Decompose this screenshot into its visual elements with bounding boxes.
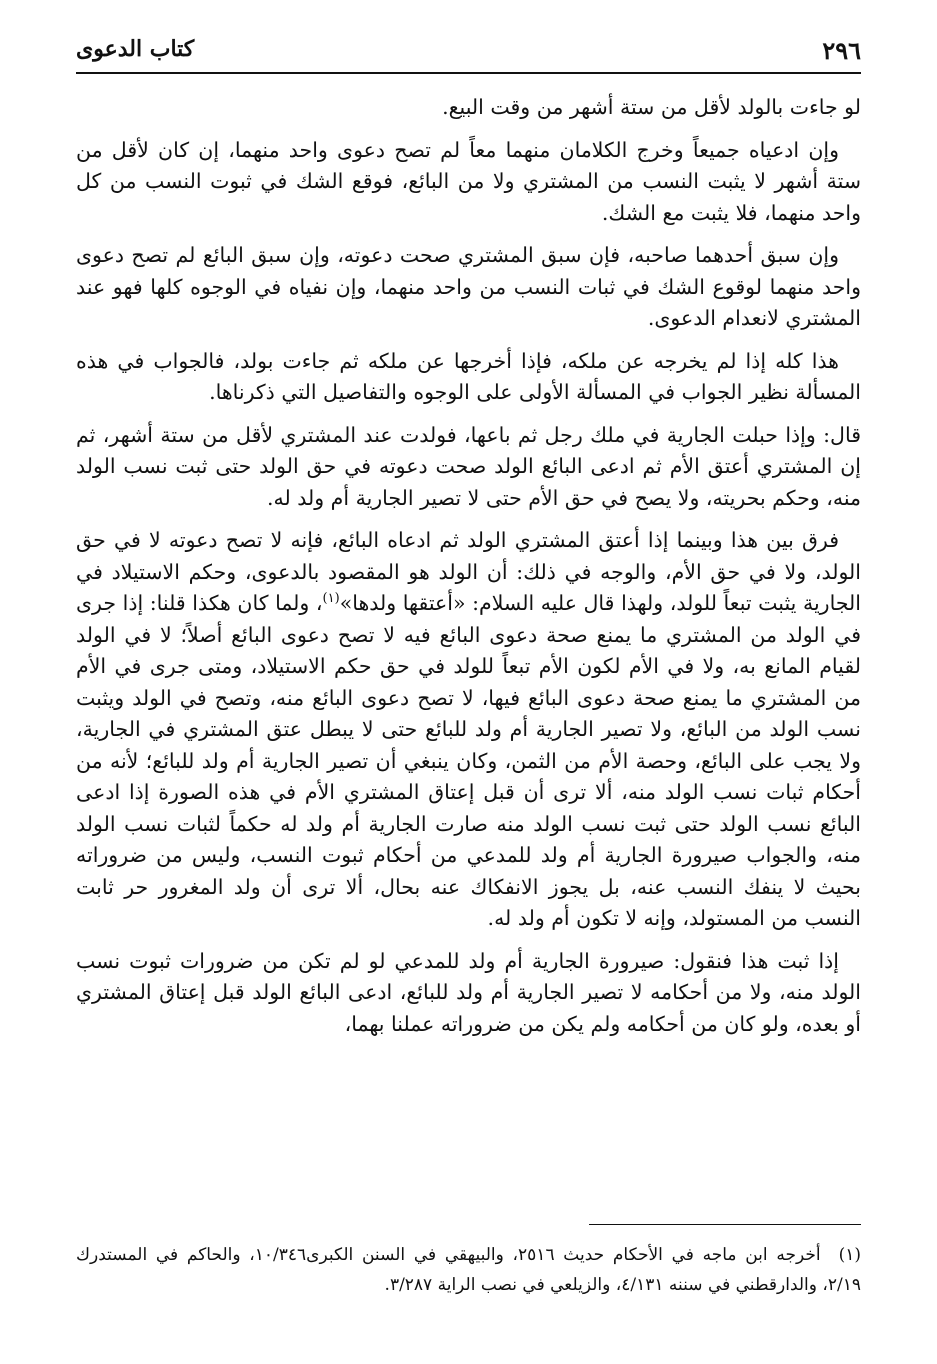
footnote-marker: (١) bbox=[322, 591, 340, 607]
paragraph-3: وإن سبق أحدهما صاحبه، فإن سبق المشتري صحت دعوته، وإن سبق البائع لم تصح دعوى واحد منهما لوقوع الشك في ثبات النسب من واحد منهما، وإن نفياه في الوجوه كلها فهو عند المشتري لانعدام الدعوى. bbox=[76, 243, 861, 330]
paragraph-1: لو جاءت بالولد لأقل من ستة أشهر من وقت البيع. bbox=[442, 95, 861, 119]
paragraph-5: قال: وإذا حبلت الجارية في ملك رجل ثم باعها، فولدت عند المشتري لأقل من ستة أشهر، ثم إن المشتري أعتق الأم ثم ادعى البائع الولد صحت دعوته في حق الولد حتى ثبت نسب الولد منه، وحكم بحريته، ولا يصح في حق الأم حتى لا تصير الجارية أم ولد له. bbox=[76, 422, 861, 510]
page-header bbox=[76, 34, 861, 74]
paragraph-6-part-1: فرق بين هذا وبينما إذا أعتق المشتري الولد ثم ادعاه البائع، فإنه لا تصح دعوته لا في حق الولد، ولا في حق الأم، والوجه في ذلك: أن الولد هو المقصود بالدعوى، وحكم الاستيلاد في الجارية يثبت تبعاً للولد، ولهذا قال عليه السلام: «أعتقها ولدها» bbox=[76, 528, 861, 615]
page-number: ٢٩٦ bbox=[822, 36, 861, 65]
paragraph-7: إذا ثبت هذا فنقول: صيرورة الجارية أم ولد للمدعي لو لم تكن من ضرورات ثبوت نسب الولد منه، ولا من أحكامه لا تصير الجارية أم ولد للبائع، ادعى البائع الولد قبل إعتاق المشتري أو بعده، ولو كان من أحكامه ولم يكن من ضروراته عملنا بهما، bbox=[76, 948, 861, 1036]
running-title: كتاب الدعوى bbox=[76, 36, 195, 62]
paragraph-6 bbox=[76, 525, 861, 935]
footnote-divider bbox=[589, 1224, 861, 1225]
body-text bbox=[76, 92, 861, 1051]
paragraph-4: هذا كله إذا لم يخرجه عن ملكه، فإذا أخرجها عن ملكه ثم جاءت بولد، فالجواب في هذه المسألة نظير الجواب في المسألة الأولى على الوجوه والتفاصيل التي ذكرناها. bbox=[76, 348, 861, 404]
footnote-number: (١) bbox=[838, 1245, 862, 1265]
footnote-text: أخرجه ابن ماجه في الأحكام حديث ٢٥١٦، والبيهقي في السنن الكبرى١٠/٣٤٦، والحاكم في المستدرك ٢/١٩، والدارقطني في سننه ٤/١٣١، والزيلعي في نصب الراية ٣/٢٨٧. bbox=[76, 1245, 861, 1295]
footnote bbox=[76, 1240, 861, 1300]
paragraph-2: وإن ادعياه جميعاً وخرج الكلامان منهما معاً لم تصح دعوى واحد منهما، إن كان لأقل من ستة أشهر لا يثبت النسب من المشتري ولا من البائع، فوقع الشك في ثبوت النسب من كل واحد منهما، فلا يثبت مع الشك. bbox=[76, 137, 861, 225]
paragraph-6-part-2: ، ولما كان هكذا قلنا: إذا جرى في الولد من المشتري ما يمنع صحة دعوى البائع فيه لا تصح دعوى البائع أصلاً؛ لا في الولد لقيام المانع به، ولا في الأم لكون الأم تبعاً للولد في حق حكم الاستيلاد، ومتى جرى في الأم من المشتري ما يمنع صحة دعوى البائع فيها، لا تصح دعوى البائع منه، وتصح في الولد ويثبت نسب الولد من البائع، ولا تصير الجارية أم ولد للبائع حتى لا يبطل عتق المشتري في الجارية، ولا يجب على البائع، وحصة الأم من الثمن، وكان ينبغي أن تصير الجارية أم ولد للبائع؛ لأنه من أحكام ثبات نسب الولد منه، ألا ترى أن قبل إعتاق المشتري الأم في هذه الصورة إذا ادعى البائع نسب الولد حتى ثبت نسب الولد منه صارت الجارية أم ولد له حكماً لثبات نسب الولد منه، والجواب صيرورة الجارية أم ولد للمدعي من أحكام ثبوت النسب، وليس من ضروراته بحيث لا ينفك النسب عنه، بل يجوز الانفكاك عنه بحال، ألا ترى أن ولد المغرور حر ثابت النسب من المستولد، وإنه لا تكون أم ولد له. bbox=[76, 591, 861, 930]
